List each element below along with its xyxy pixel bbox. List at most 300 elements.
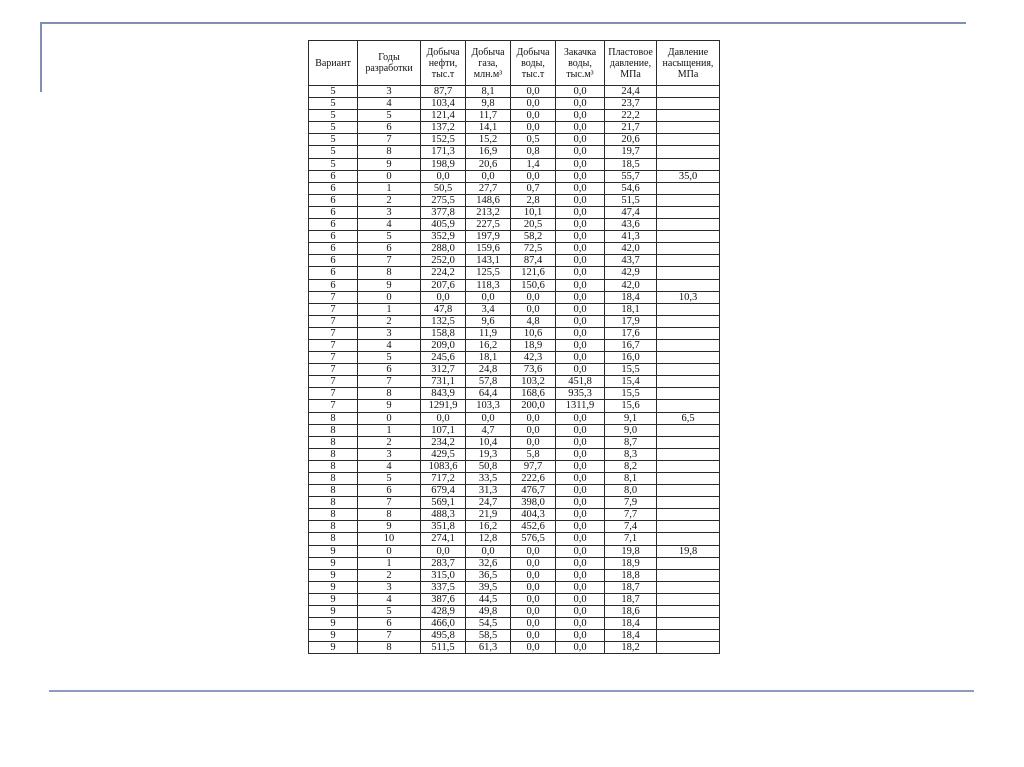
oil-cell: 315,0	[421, 569, 466, 581]
saturation-pressure-cell	[657, 642, 720, 654]
water-cell: 0,0	[511, 618, 556, 630]
reservoir-pressure-cell: 18,4	[605, 630, 657, 642]
year-cell: 4	[358, 219, 421, 231]
water-cell: 10,1	[511, 206, 556, 218]
table-row	[309, 255, 720, 267]
oil-cell: 274,1	[421, 533, 466, 545]
oil-cell: 843,9	[421, 388, 466, 400]
table-row	[309, 606, 720, 618]
variant-cell: 5	[309, 98, 358, 110]
reservoir-pressure-cell: 41,3	[605, 231, 657, 243]
variant-cell: 8	[309, 424, 358, 436]
injection-cell: 0,0	[556, 315, 605, 327]
reservoir-pressure-cell: 8,7	[605, 436, 657, 448]
reservoir-pressure-cell: 18,5	[605, 158, 657, 170]
oil-cell: 428,9	[421, 606, 466, 618]
year-cell: 3	[358, 327, 421, 339]
production-data-table	[308, 40, 720, 654]
table-row	[309, 122, 720, 134]
year-cell: 0	[358, 412, 421, 424]
injection-cell: 0,0	[556, 569, 605, 581]
table-row	[309, 146, 720, 158]
table-row	[309, 593, 720, 605]
year-cell: 1	[358, 557, 421, 569]
year-cell: 2	[358, 315, 421, 327]
injection-cell: 0,0	[556, 521, 605, 533]
water-cell: 0,0	[511, 170, 556, 182]
variant-cell: 8	[309, 436, 358, 448]
saturation-pressure-cell	[657, 219, 720, 231]
reservoir-pressure-cell: 15,6	[605, 400, 657, 412]
reservoir-pressure-cell: 15,5	[605, 388, 657, 400]
gas-cell: 61,3	[466, 642, 511, 654]
water-cell: 0,0	[511, 303, 556, 315]
gas-cell: 159,6	[466, 243, 511, 255]
variant-cell: 8	[309, 448, 358, 460]
water-cell: 0,0	[511, 545, 556, 557]
water-cell: 0,5	[511, 134, 556, 146]
water-cell: 58,2	[511, 231, 556, 243]
saturation-pressure-cell	[657, 606, 720, 618]
saturation-pressure-cell	[657, 521, 720, 533]
saturation-pressure-cell	[657, 303, 720, 315]
oil-cell: 107,1	[421, 424, 466, 436]
variant-cell: 7	[309, 400, 358, 412]
injection-cell: 0,0	[556, 545, 605, 557]
table-row	[309, 339, 720, 351]
water-cell: 73,6	[511, 364, 556, 376]
water-cell: 72,5	[511, 243, 556, 255]
gas-cell: 16,9	[466, 146, 511, 158]
reservoir-pressure-cell: 43,6	[605, 219, 657, 231]
water-cell: 20,5	[511, 219, 556, 231]
variant-cell: 6	[309, 206, 358, 218]
reservoir-pressure-cell: 47,4	[605, 206, 657, 218]
saturation-pressure-cell	[657, 473, 720, 485]
gas-cell: 50,8	[466, 460, 511, 472]
year-cell: 5	[358, 606, 421, 618]
water-cell: 42,3	[511, 352, 556, 364]
oil-cell: 234,2	[421, 436, 466, 448]
saturation-pressure-cell: 35,0	[657, 170, 720, 182]
reservoir-pressure-cell: 17,9	[605, 315, 657, 327]
water-cell: 0,8	[511, 146, 556, 158]
injection-cell: 0,0	[556, 412, 605, 424]
saturation-pressure-cell	[657, 86, 720, 98]
saturation-pressure-cell	[657, 424, 720, 436]
gas-cell: 213,2	[466, 206, 511, 218]
variant-cell: 8	[309, 521, 358, 533]
saturation-pressure-cell	[657, 339, 720, 351]
gas-cell: 49,8	[466, 606, 511, 618]
year-cell: 6	[358, 364, 421, 376]
injection-cell: 0,0	[556, 557, 605, 569]
oil-cell: 1083,6	[421, 460, 466, 472]
variant-cell: 7	[309, 291, 358, 303]
oil-cell: 717,2	[421, 473, 466, 485]
reservoir-pressure-cell: 7,4	[605, 521, 657, 533]
reservoir-pressure-cell: 17,6	[605, 327, 657, 339]
oil-cell: 495,8	[421, 630, 466, 642]
year-cell: 1	[358, 424, 421, 436]
reservoir-pressure-cell: 8,1	[605, 473, 657, 485]
oil-cell: 132,5	[421, 315, 466, 327]
variant-cell: 6	[309, 219, 358, 231]
data-table-container	[308, 40, 720, 654]
reservoir-pressure-cell: 18,8	[605, 569, 657, 581]
reservoir-pressure-cell: 8,3	[605, 448, 657, 460]
variant-cell: 7	[309, 339, 358, 351]
injection-cell: 0,0	[556, 642, 605, 654]
table-row	[309, 545, 720, 557]
variant-cell: 9	[309, 642, 358, 654]
water-cell: 404,3	[511, 509, 556, 521]
variant-cell: 9	[309, 630, 358, 642]
oil-cell: 252,0	[421, 255, 466, 267]
variant-cell: 6	[309, 279, 358, 291]
year-cell: 2	[358, 194, 421, 206]
table-row	[309, 581, 720, 593]
oil-cell: 224,2	[421, 267, 466, 279]
saturation-pressure-cell	[657, 98, 720, 110]
year-cell: 6	[358, 618, 421, 630]
gas-cell: 9,6	[466, 315, 511, 327]
saturation-pressure-cell	[657, 436, 720, 448]
water-cell: 398,0	[511, 497, 556, 509]
year-cell: 5	[358, 231, 421, 243]
reservoir-pressure-cell: 18,4	[605, 291, 657, 303]
injection-cell: 0,0	[556, 606, 605, 618]
year-cell: 4	[358, 593, 421, 605]
injection-cell: 0,0	[556, 364, 605, 376]
gas-cell: 57,8	[466, 376, 511, 388]
table-row	[309, 170, 720, 182]
oil-cell: 209,0	[421, 339, 466, 351]
reservoir-pressure-cell: 18,7	[605, 593, 657, 605]
variant-cell: 7	[309, 388, 358, 400]
gas-cell: 9,8	[466, 98, 511, 110]
saturation-pressure-cell	[657, 509, 720, 521]
year-cell: 8	[358, 388, 421, 400]
variant-cell: 8	[309, 485, 358, 497]
table-row	[309, 448, 720, 460]
year-cell: 8	[358, 146, 421, 158]
gas-cell: 0,0	[466, 412, 511, 424]
oil-cell: 511,5	[421, 642, 466, 654]
gas-cell: 227,5	[466, 219, 511, 231]
reservoir-pressure-cell: 8,2	[605, 460, 657, 472]
saturation-pressure-cell	[657, 255, 720, 267]
gas-cell: 19,3	[466, 448, 511, 460]
table-row	[309, 86, 720, 98]
water-cell: 0,0	[511, 86, 556, 98]
saturation-pressure-cell	[657, 497, 720, 509]
year-cell: 7	[358, 134, 421, 146]
injection-cell: 0,0	[556, 593, 605, 605]
reservoir-pressure-cell: 23,7	[605, 98, 657, 110]
table-row	[309, 303, 720, 315]
gas-cell: 4,7	[466, 424, 511, 436]
year-cell: 5	[358, 352, 421, 364]
gas-cell: 31,3	[466, 485, 511, 497]
gas-cell: 12,8	[466, 533, 511, 545]
gas-cell: 15,2	[466, 134, 511, 146]
gas-cell: 39,5	[466, 581, 511, 593]
gas-cell: 36,5	[466, 569, 511, 581]
year-cell: 3	[358, 86, 421, 98]
reservoir-pressure-cell: 18,1	[605, 303, 657, 315]
table-row	[309, 110, 720, 122]
injection-cell: 0,0	[556, 86, 605, 98]
gas-cell: 118,3	[466, 279, 511, 291]
injection-cell: 0,0	[556, 255, 605, 267]
injection-cell: 0,0	[556, 158, 605, 170]
reservoir-pressure-cell: 21,7	[605, 122, 657, 134]
saturation-pressure-cell	[657, 279, 720, 291]
injection-cell: 0,0	[556, 303, 605, 315]
injection-cell: 0,0	[556, 194, 605, 206]
table-header	[309, 41, 720, 86]
water-cell: 18,9	[511, 339, 556, 351]
table-row	[309, 424, 720, 436]
year-cell: 7	[358, 630, 421, 642]
saturation-pressure-cell	[657, 110, 720, 122]
injection-cell: 0,0	[556, 630, 605, 642]
oil-cell: 158,8	[421, 327, 466, 339]
water-cell: 97,7	[511, 460, 556, 472]
injection-cell: 1311,9	[556, 400, 605, 412]
year-cell: 5	[358, 473, 421, 485]
saturation-pressure-cell	[657, 122, 720, 134]
table-row	[309, 569, 720, 581]
water-cell: 1,4	[511, 158, 556, 170]
variant-cell: 5	[309, 134, 358, 146]
variant-cell: 5	[309, 146, 358, 158]
injection-cell: 0,0	[556, 448, 605, 460]
saturation-pressure-cell	[657, 194, 720, 206]
table-row	[309, 291, 720, 303]
water-cell: 0,0	[511, 110, 556, 122]
injection-cell: 0,0	[556, 206, 605, 218]
saturation-pressure-cell	[657, 158, 720, 170]
water-cell: 0,0	[511, 569, 556, 581]
water-cell: 0,0	[511, 424, 556, 436]
gas-cell: 143,1	[466, 255, 511, 267]
oil-cell: 0,0	[421, 545, 466, 557]
oil-cell: 288,0	[421, 243, 466, 255]
year-cell: 6	[358, 485, 421, 497]
table-row	[309, 219, 720, 231]
saturation-pressure-cell	[657, 134, 720, 146]
variant-cell: 6	[309, 182, 358, 194]
gas-cell: 21,9	[466, 509, 511, 521]
injection-cell: 0,0	[556, 134, 605, 146]
oil-cell: 171,3	[421, 146, 466, 158]
saturation-pressure-cell	[657, 569, 720, 581]
reservoir-pressure-cell: 9,1	[605, 412, 657, 424]
table-row	[309, 642, 720, 654]
gas-cell: 33,5	[466, 473, 511, 485]
table-row	[309, 158, 720, 170]
table-row	[309, 364, 720, 376]
reservoir-pressure-cell: 42,0	[605, 279, 657, 291]
oil-cell: 377,8	[421, 206, 466, 218]
water-cell: 10,6	[511, 327, 556, 339]
injection-cell: 0,0	[556, 424, 605, 436]
saturation-pressure-cell	[657, 243, 720, 255]
year-cell: 1	[358, 303, 421, 315]
injection-cell: 0,0	[556, 581, 605, 593]
year-cell: 9	[358, 400, 421, 412]
year-cell: 7	[358, 376, 421, 388]
water-cell: 476,7	[511, 485, 556, 497]
year-cell: 6	[358, 243, 421, 255]
injection-cell: 0,0	[556, 146, 605, 158]
saturation-pressure-cell	[657, 182, 720, 194]
year-cell: 0	[358, 545, 421, 557]
oil-cell: 283,7	[421, 557, 466, 569]
variant-cell: 7	[309, 364, 358, 376]
table-row	[309, 533, 720, 545]
saturation-pressure-cell	[657, 231, 720, 243]
injection-cell: 0,0	[556, 352, 605, 364]
injection-cell: 0,0	[556, 231, 605, 243]
injection-cell: 0,0	[556, 170, 605, 182]
gas-cell: 148,6	[466, 194, 511, 206]
oil-cell: 0,0	[421, 412, 466, 424]
year-cell: 4	[358, 339, 421, 351]
reservoir-pressure-cell: 18,4	[605, 618, 657, 630]
year-cell: 10	[358, 533, 421, 545]
table-row	[309, 279, 720, 291]
saturation-pressure-cell	[657, 448, 720, 460]
oil-cell: 351,8	[421, 521, 466, 533]
injection-cell: 0,0	[556, 339, 605, 351]
oil-cell: 275,5	[421, 194, 466, 206]
oil-cell: 0,0	[421, 170, 466, 182]
table-header-row	[309, 41, 720, 86]
table-row	[309, 521, 720, 533]
saturation-pressure-cell	[657, 315, 720, 327]
year-cell: 1	[358, 182, 421, 194]
variant-cell: 7	[309, 376, 358, 388]
reservoir-pressure-cell: 16,0	[605, 352, 657, 364]
injection-cell: 0,0	[556, 460, 605, 472]
variant-cell: 6	[309, 170, 358, 182]
column-header-water-production: Добыча воды, тыс.т	[511, 41, 556, 86]
table-row	[309, 400, 720, 412]
variant-cell: 9	[309, 581, 358, 593]
injection-cell: 0,0	[556, 110, 605, 122]
table-row	[309, 630, 720, 642]
gas-cell: 16,2	[466, 521, 511, 533]
gas-cell: 10,4	[466, 436, 511, 448]
gas-cell: 103,3	[466, 400, 511, 412]
gas-cell: 20,6	[466, 158, 511, 170]
reservoir-pressure-cell: 7,7	[605, 509, 657, 521]
saturation-pressure-cell	[657, 533, 720, 545]
column-header-variant: Вариант	[309, 41, 358, 86]
oil-cell: 47,8	[421, 303, 466, 315]
table-row	[309, 194, 720, 206]
oil-cell: 198,9	[421, 158, 466, 170]
variant-cell: 8	[309, 460, 358, 472]
column-header-reservoir-pressure: Пластовое давление, МПа	[605, 41, 657, 86]
reservoir-pressure-cell: 7,9	[605, 497, 657, 509]
gas-cell: 0,0	[466, 291, 511, 303]
table-body	[309, 86, 720, 654]
year-cell: 9	[358, 279, 421, 291]
year-cell: 5	[358, 110, 421, 122]
year-cell: 6	[358, 122, 421, 134]
saturation-pressure-cell	[657, 327, 720, 339]
water-cell: 121,6	[511, 267, 556, 279]
oil-cell: 152,5	[421, 134, 466, 146]
year-cell: 2	[358, 436, 421, 448]
water-cell: 0,0	[511, 581, 556, 593]
injection-cell: 0,0	[556, 509, 605, 521]
reservoir-pressure-cell: 7,1	[605, 533, 657, 545]
water-cell: 0,0	[511, 642, 556, 654]
injection-cell: 0,0	[556, 98, 605, 110]
oil-cell: 87,7	[421, 86, 466, 98]
gas-cell: 27,7	[466, 182, 511, 194]
oil-cell: 50,5	[421, 182, 466, 194]
reservoir-pressure-cell: 55,7	[605, 170, 657, 182]
year-cell: 8	[358, 642, 421, 654]
saturation-pressure-cell	[657, 581, 720, 593]
gas-cell: 11,9	[466, 327, 511, 339]
table-row	[309, 206, 720, 218]
injection-cell: 0,0	[556, 485, 605, 497]
variant-cell: 6	[309, 231, 358, 243]
oil-cell: 337,5	[421, 581, 466, 593]
table-row	[309, 436, 720, 448]
reservoir-pressure-cell: 51,5	[605, 194, 657, 206]
table-row	[309, 315, 720, 327]
gas-cell: 197,9	[466, 231, 511, 243]
variant-cell: 6	[309, 243, 358, 255]
saturation-pressure-cell	[657, 267, 720, 279]
variant-cell: 5	[309, 86, 358, 98]
water-cell: 168,6	[511, 388, 556, 400]
table-row	[309, 460, 720, 472]
injection-cell: 0,0	[556, 267, 605, 279]
reservoir-pressure-cell: 18,6	[605, 606, 657, 618]
year-cell: 4	[358, 460, 421, 472]
reservoir-pressure-cell: 18,9	[605, 557, 657, 569]
slide-frame-top-line	[40, 22, 966, 24]
saturation-pressure-cell: 19,8	[657, 545, 720, 557]
slide-frame-bottom-line	[49, 690, 974, 692]
gas-cell: 11,7	[466, 110, 511, 122]
reservoir-pressure-cell: 8,0	[605, 485, 657, 497]
water-cell: 0,0	[511, 291, 556, 303]
variant-cell: 8	[309, 509, 358, 521]
year-cell: 7	[358, 497, 421, 509]
variant-cell: 9	[309, 545, 358, 557]
water-cell: 0,0	[511, 630, 556, 642]
water-cell: 150,6	[511, 279, 556, 291]
gas-cell: 58,5	[466, 630, 511, 642]
year-cell: 9	[358, 521, 421, 533]
variant-cell: 9	[309, 569, 358, 581]
table-row	[309, 376, 720, 388]
water-cell: 222,6	[511, 473, 556, 485]
table-row	[309, 267, 720, 279]
water-cell: 0,0	[511, 606, 556, 618]
gas-cell: 32,6	[466, 557, 511, 569]
